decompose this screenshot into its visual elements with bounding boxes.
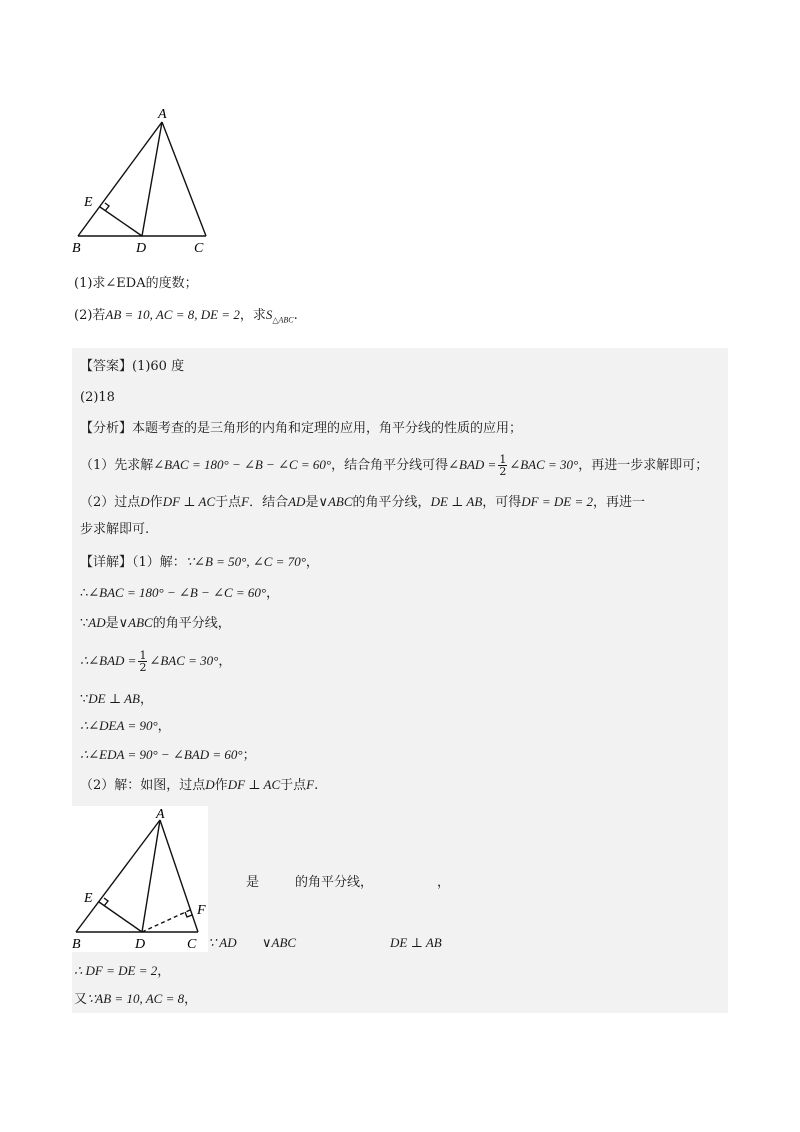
detail-line-2: ∴∠BAC = 180° − ∠B − ∠C = 60°， [80, 585, 280, 601]
detail-line-9: ∴ DF = DE = 2， [74, 963, 171, 979]
analysis-step-1: （1）先求解∠BAC = 180° − ∠B − ∠C = 60°，结合角平分线可得∠BAD = $\frac{1}{2}$ ∠BAC = 30°，再进一步求解即可； [80, 453, 709, 478]
label-B: B [72, 241, 81, 256]
label-C: C [187, 937, 197, 952]
detail-line-1: 【详解】（1）解：∵∠B = 50°, ∠C = 70°， [80, 554, 319, 570]
triangle-figure-2 [68, 806, 218, 956]
analysis-line: 【分析】本题考查的是三角形的内角和定理的应用，角平分线的性质的应用； [80, 421, 523, 436]
triangle-figure-1 [66, 100, 226, 260]
fraction-half-2: $\frac{1}{2}$ [139, 649, 147, 674]
detail-line-4: ∴∠BAD = $\frac{1}{2}$ ∠BAC = 30°， [80, 649, 232, 674]
detail-line-3: ∵AD是∨ABC的角平分线， [80, 615, 231, 631]
detail-line-5: ∵DE ⊥ AB， [80, 691, 153, 707]
answer-line-2: (2)18 [80, 390, 115, 405]
label-A: A [156, 807, 165, 822]
label-A: A [158, 107, 167, 122]
detail-fig-line-2: ∵ AD ∨ABC DE ⊥ AB [208, 935, 442, 950]
label-E: E [84, 891, 93, 906]
label-C: C [194, 241, 204, 256]
analysis-step-2-cont: 步求解即可. [80, 522, 150, 537]
label-D: D [135, 937, 146, 952]
analysis-step-2: （2）过点D作DF ⊥ AC于点F．结合AD是∨ABC的角平分线，DE ⊥ AB，可得DF = DE = 2，再进一 [80, 494, 645, 510]
detail-line-10: 又∵AB = 10, AC = 8， [74, 991, 198, 1007]
label-D: D [136, 241, 147, 256]
detail-fig-line-1: 是 的角平分线， ， [246, 875, 451, 890]
question-2: (2)若AB = 10, AC = 8, DE = 2，求$S_{\triangle ABC}$. [74, 307, 298, 325]
fraction-half: $\frac{1}{2}$ [499, 453, 507, 478]
answer-line: 【答案】(1)60 度 [80, 359, 185, 374]
detail-line-6: ∴∠DEA = 90°， [80, 718, 171, 734]
label-B: B [72, 937, 81, 952]
detail-line-8: （2）解：如图，过点D作DF ⊥ AC于点F. [80, 777, 319, 793]
detail-line-7: ∴∠EDA = 90° − ∠BAD = 60°； [80, 747, 256, 763]
label-F: F [197, 903, 206, 918]
question-1: (1)求∠EDA的度数； [74, 276, 198, 291]
label-E: E [84, 195, 93, 210]
